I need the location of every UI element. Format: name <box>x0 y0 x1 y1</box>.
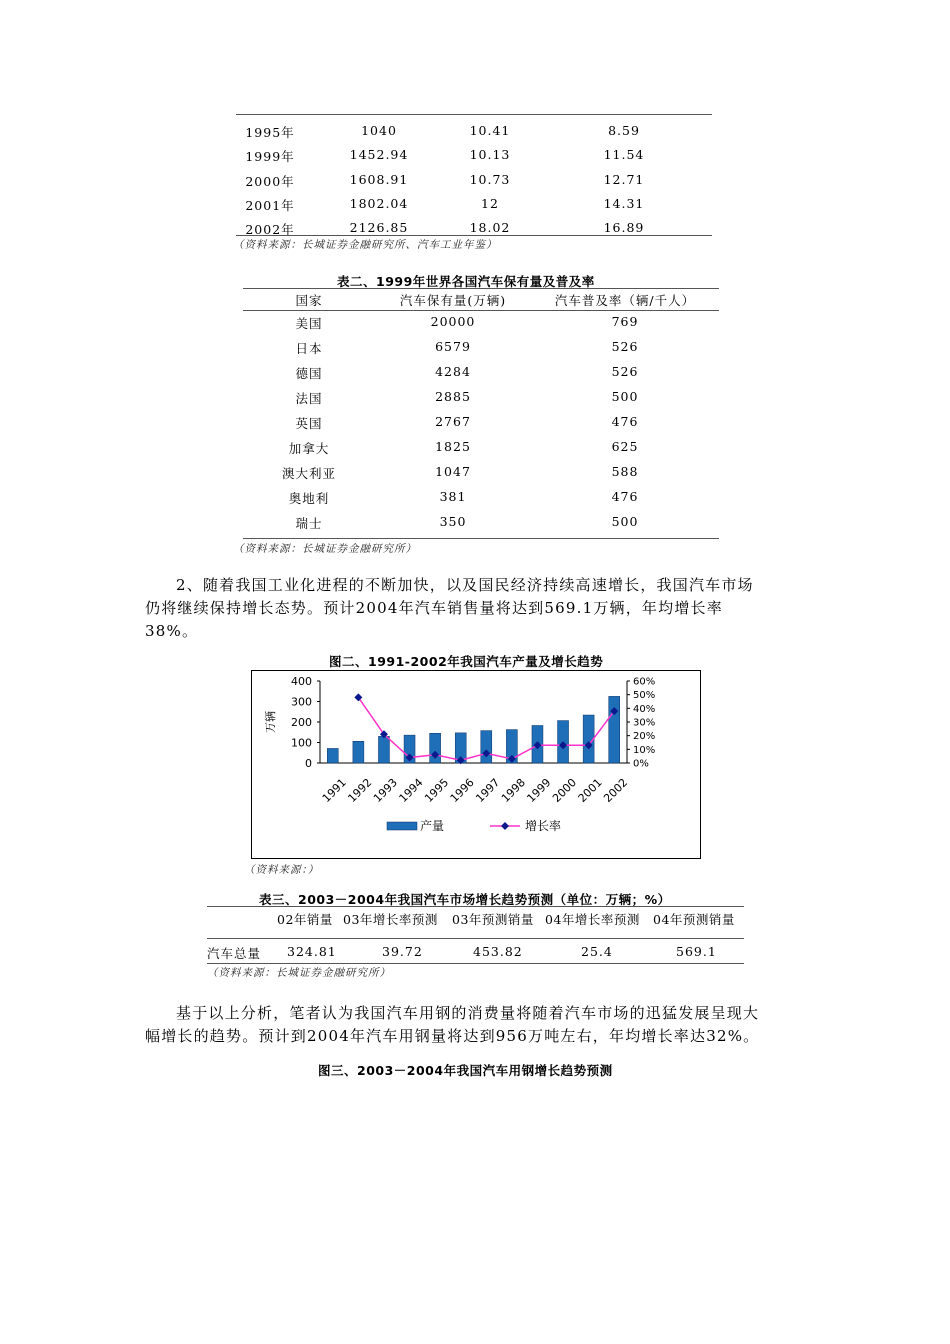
table-2-cell: 2767 <box>435 414 471 429</box>
table-1-cell: 1999年 <box>245 149 295 165</box>
table-3-header-3: 04年增长率预测 <box>545 912 640 927</box>
bar <box>481 731 492 763</box>
table-2-header-penetration: 汽车普及率（辆/千人） <box>554 293 696 308</box>
table-1-cell: 2002年 <box>245 222 295 238</box>
table-2-header-ownership: 汽车保有量(万辆) <box>399 293 507 308</box>
table-2-bottom-rule <box>243 538 719 539</box>
table-2-cell: 588 <box>611 464 639 479</box>
chart-title: 图二、1991-2002年我国汽车产量及增长趋势 <box>329 654 604 669</box>
legend-bar-swatch <box>387 822 417 830</box>
table-2-cell: 350 <box>439 514 467 529</box>
table-1-cell: 1452.94 <box>349 147 409 163</box>
legend-bar-label: 产量 <box>420 819 445 833</box>
table-2-cell: 769 <box>611 314 639 329</box>
table-3-cell-4: 569.1 <box>676 944 717 959</box>
x-tick-label: 2001 <box>575 776 605 806</box>
table-2-row <box>243 464 719 484</box>
table-2-row <box>243 364 719 384</box>
table-2-cell: 381 <box>439 489 467 504</box>
y-tick-label: 200 <box>291 716 312 729</box>
table-1-cell: 8.59 <box>608 123 640 138</box>
table-2-cell: 澳大利亚 <box>281 466 337 481</box>
x-tick-label: 2000 <box>550 776 580 806</box>
table-1-cell: 10.41 <box>469 123 511 138</box>
table-2-row <box>243 514 719 534</box>
table-1-cell: 12 <box>481 195 499 211</box>
table-3-title: 表三、2003－2004年我国汽车市场增长趋势预测（单位：万辆；%） <box>259 892 671 907</box>
table-3-cell-0: 324.81 <box>287 944 337 959</box>
chart-source: （资料来源：） <box>244 864 320 876</box>
x-tick-label: 1993 <box>370 776 400 806</box>
legend-line-label: 增长率 <box>525 819 562 833</box>
table-2-cell: 500 <box>611 389 639 404</box>
table-2-cell: 476 <box>611 414 639 429</box>
table-3-cell-3: 25.4 <box>581 944 613 959</box>
table-1-cell: 16.89 <box>603 220 645 236</box>
y2-tick-label: 10% <box>633 744 656 756</box>
table-1-bottom-rule <box>236 235 712 236</box>
table-2-cell: 瑞士 <box>295 516 323 531</box>
table-1-cell: 2001年 <box>245 197 295 213</box>
bar <box>353 741 364 763</box>
table-1-cell: 1040 <box>361 123 397 138</box>
table-2-cell: 526 <box>611 339 639 354</box>
table-1-cell: 1995年 <box>245 125 295 140</box>
table-1-cell: 10.13 <box>469 147 511 163</box>
table-3-header-1: 03年增长率预测 <box>343 912 438 927</box>
table-3-bottom-rule <box>207 963 744 964</box>
y2-tick-label: 50% <box>633 690 656 702</box>
x-tick-label: 1991 <box>319 776 349 806</box>
x-tick-label: 1995 <box>422 776 452 806</box>
table-2-cell: 2885 <box>435 389 471 404</box>
table-3-top-rule <box>207 906 744 907</box>
table-2-cell: 日本 <box>295 341 323 356</box>
paragraph-1-line-3: 38%。 <box>145 622 199 640</box>
table-2-cell: 476 <box>611 489 639 504</box>
table-1-row <box>236 123 712 143</box>
table-2-cell: 6579 <box>435 339 471 354</box>
table-2-cell: 1047 <box>435 464 471 479</box>
table-2-cell: 英国 <box>295 416 323 431</box>
table-2-source: （资料来源：长城证券金融研究所） <box>233 543 417 555</box>
table-1-source: （资料来源：长城证券金融研究所、汽车工业年鉴） <box>233 239 498 251</box>
table-3-source: （资料来源：长城证券金融研究所） <box>207 967 391 979</box>
paragraph-2-line-2: 幅增长的趋势。预计到2004年汽车用钢量将达到956万吨左右，年均增长率达32%。 <box>145 1027 760 1045</box>
table-2-header-rule <box>243 310 719 311</box>
y-tick-label: 0 <box>305 757 312 770</box>
table-1-row <box>236 196 712 216</box>
table-2-top-rule <box>243 288 719 289</box>
production-growth-chart <box>252 671 700 858</box>
table-3-cell-1: 39.72 <box>382 944 423 959</box>
x-tick-label: 2002 <box>601 776 631 806</box>
table-3-cell-2: 453.82 <box>473 944 523 959</box>
bar <box>378 736 389 763</box>
table-1-top-rule <box>236 114 712 115</box>
table-1-cell: 18.02 <box>469 220 511 236</box>
table-1-cell: 1608.91 <box>349 171 409 187</box>
table-2-row <box>243 439 719 459</box>
table-2-cell: 奥地利 <box>288 491 330 506</box>
bar <box>327 748 338 763</box>
table-2-row <box>243 339 719 359</box>
table-2-cell: 1825 <box>435 439 471 454</box>
x-tick-label: 1994 <box>396 776 426 806</box>
figure-3-caption: 图三、2003－2004年我国汽车用钢增长趋势预测 <box>318 1063 613 1078</box>
table-2-cell: 加拿大 <box>288 441 330 456</box>
y2-tick-label: 30% <box>633 717 656 729</box>
table-2-title: 表二、1999年世界各国汽车保有量及普及率 <box>337 274 595 289</box>
legend-line-marker <box>501 822 509 830</box>
table-2-cell: 美国 <box>295 316 323 331</box>
x-tick-label: 1996 <box>447 776 477 806</box>
table-3-header-0: 02年销量 <box>277 912 333 927</box>
chart-frame <box>251 670 701 859</box>
table-2-header-row <box>243 291 719 311</box>
table-2-cell: 526 <box>611 364 639 379</box>
x-tick-label: 1999 <box>524 776 554 806</box>
y2-tick-label: 40% <box>633 703 656 715</box>
paragraph-1-line-2: 仍将继续保持增长态势。预计2004年汽车销售量将达到569.1万辆，年均增长率 <box>145 599 723 617</box>
x-tick-label: 1998 <box>498 776 528 806</box>
table-2-row <box>243 389 719 409</box>
paragraph-2-line-1: 基于以上分析，笔者认为我国汽车用钢的消费量将随着汽车市场的迅猛发展呈现大 <box>176 1004 760 1022</box>
x-tick-label: 1997 <box>473 776 503 806</box>
table-2-cell: 625 <box>611 439 639 454</box>
y-tick-label: 300 <box>291 695 312 709</box>
table-1-row <box>236 147 712 167</box>
table-2-cell: 500 <box>611 514 639 529</box>
table-3-row-label: 汽车总量 <box>207 946 262 961</box>
table-3-header-rule <box>207 938 744 939</box>
table-2-row <box>243 489 719 509</box>
table-3-header-2: 03年预测销量 <box>452 912 534 927</box>
y-tick-label: 100 <box>291 736 312 750</box>
table-2-cell: 德国 <box>295 366 323 381</box>
x-tick-label: 1992 <box>345 776 375 806</box>
table-2-row <box>243 414 719 434</box>
paragraph-1-line-1: 2、随着我国工业化进程的不断加快，以及国民经济持续高速增长，我国汽车市场 <box>176 576 754 594</box>
table-1-cell: 2126.85 <box>349 220 409 236</box>
table-1-row <box>236 172 712 192</box>
table-1-cell: 2000年 <box>245 173 295 189</box>
y2-tick-label: 20% <box>633 731 656 743</box>
table-2-row <box>243 314 719 334</box>
bar <box>609 696 620 763</box>
table-1-cell: 10.73 <box>469 171 511 187</box>
table-2-header-country: 国家 <box>295 293 323 308</box>
y2-tick-label: 0% <box>633 758 649 770</box>
table-2-cell: 20000 <box>430 314 476 329</box>
table-1-cell: 11.54 <box>603 147 645 163</box>
table-1-cell: 1802.04 <box>349 195 409 211</box>
table-2-cell: 4284 <box>435 364 471 379</box>
y-tick-label: 400 <box>291 675 312 688</box>
table-1-cell: 14.31 <box>603 195 645 211</box>
table-3-header-4: 04年预测销量 <box>653 912 735 927</box>
table-1-cell: 12.71 <box>603 171 645 187</box>
y2-tick-label: 60% <box>633 676 656 688</box>
y-axis-label: 万辆 <box>264 711 277 733</box>
table-2-cell: 法国 <box>295 391 323 406</box>
